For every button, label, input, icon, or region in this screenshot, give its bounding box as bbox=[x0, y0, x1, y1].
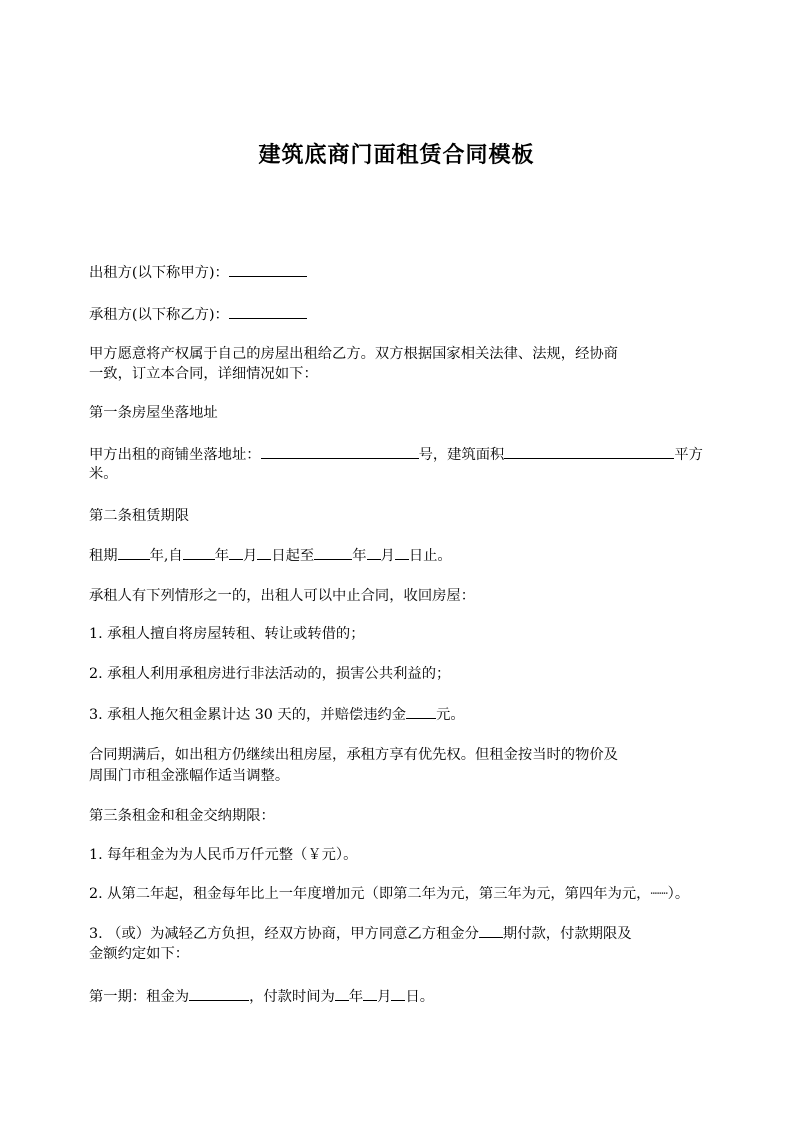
area-blank bbox=[504, 444, 674, 459]
period-1-line bbox=[89, 986, 434, 1007]
renewal-line-2: 周围门市租金涨幅作适当调整。 bbox=[89, 768, 290, 784]
blank bbox=[314, 545, 352, 560]
area-unit-cont: 米。 bbox=[89, 466, 118, 482]
blank bbox=[367, 545, 381, 560]
document-title: 建筑底商门面租赁合同模板 bbox=[258, 142, 535, 168]
party-b-blank bbox=[229, 304, 307, 319]
blank bbox=[257, 545, 271, 560]
article-1-title: 第一条房屋坐落地址 bbox=[89, 405, 218, 421]
blank bbox=[395, 545, 409, 560]
address-label: 甲方出租的商铺坐落地址： bbox=[89, 447, 261, 463]
party-a-blank bbox=[229, 262, 307, 277]
t: 日止。 bbox=[408, 548, 452, 564]
rent-item-3-cont: 金额约定如下： bbox=[89, 946, 190, 962]
rent-item-1: 1. 每年租金为为人民币万仟元整（￥元）。 bbox=[89, 847, 358, 863]
intro-line-2: 一致，订立本合同，详细情况如下： bbox=[89, 366, 318, 382]
t: 月 bbox=[380, 548, 395, 564]
penalty-blank bbox=[406, 704, 436, 719]
installments-blank bbox=[479, 923, 503, 938]
renewal-line-1: 合同期满后，如出租方仍继续出租房屋，承租方享有优先权。但租金按当时的物价及 bbox=[89, 747, 618, 763]
terminate-item-3 bbox=[89, 704, 465, 725]
t: ，付款时间为 bbox=[249, 989, 335, 1005]
address-line bbox=[89, 444, 703, 465]
party-b-label: 承租方(以下称乙方)： bbox=[89, 307, 229, 323]
t: 租期 bbox=[89, 548, 118, 564]
blank bbox=[183, 545, 215, 560]
article-2-title: 第二条租赁期限 bbox=[89, 508, 190, 524]
blank bbox=[118, 545, 150, 560]
t: 3. （或）为减轻乙方负担，经双方协商，甲方同意乙方租金分 bbox=[89, 926, 479, 942]
t: 第一期：租金为 bbox=[89, 989, 190, 1005]
amount-blank bbox=[189, 986, 249, 1001]
t: 3. 承租人拖欠租金累计达 30 天的，并赔偿违约金 bbox=[89, 707, 407, 723]
t: 年 bbox=[352, 548, 367, 564]
blank bbox=[391, 986, 405, 1001]
t: 元。 bbox=[436, 707, 465, 723]
rent-item-2: 2. 从第二年起，租金每年比上一年度增加元（即第二年为元，第三年为元，第四年为元，┈┈）。 bbox=[89, 886, 690, 902]
t: 年,自 bbox=[149, 548, 183, 564]
t: 日。 bbox=[405, 989, 435, 1005]
article-3-title: 第三条租金和租金交纳期限： bbox=[89, 808, 275, 824]
t: 年 bbox=[348, 989, 364, 1005]
term-line bbox=[89, 545, 452, 566]
t: 年 bbox=[214, 548, 230, 564]
party-a-label: 出租方(以下称甲方)： bbox=[89, 265, 229, 281]
area-label: 号，建筑面积 bbox=[418, 447, 505, 463]
rent-item-3 bbox=[89, 923, 632, 944]
blank bbox=[363, 986, 377, 1001]
party-b-line bbox=[89, 304, 307, 325]
terminate-intro: 承租人有下列情形之一的，出租人可以中止合同，收回房屋： bbox=[89, 588, 476, 604]
t: 月 bbox=[243, 548, 258, 564]
terminate-item-1: 1. 承租人擅自将房屋转租、转让或转借的； bbox=[89, 626, 365, 642]
t: 月 bbox=[377, 989, 392, 1005]
t: 期付款，付款期限及 bbox=[502, 926, 632, 942]
t: 日起至 bbox=[271, 548, 315, 564]
party-a-line bbox=[89, 262, 307, 283]
address-blank bbox=[261, 444, 419, 459]
blank bbox=[335, 986, 349, 1001]
terminate-item-2: 2. 承租人利用承租房进行非法活动的，损害公共利益的； bbox=[89, 666, 451, 682]
intro-line-1: 甲方愿意将产权属于自己的房屋出租给乙方。双方根据国家相关法律、法规，经协商 bbox=[89, 346, 618, 362]
blank bbox=[229, 545, 243, 560]
area-unit: 平方 bbox=[674, 447, 703, 463]
